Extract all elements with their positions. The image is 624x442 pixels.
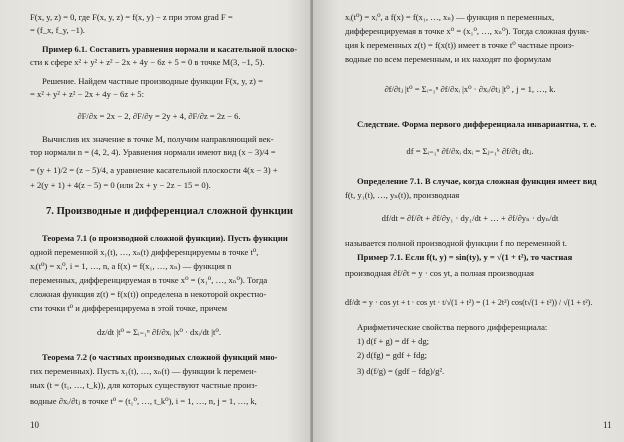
text-line: = (y + 1)/2 = (z − 5)/4, а уравнение касательной плоскости 4(x − 3) + bbox=[30, 165, 278, 175]
text-line: сти к сфере x² + y² + z² − 2x + 4y − 6z + 5 = 0 в точке M(3, −1, 5). bbox=[30, 57, 265, 67]
text-line: тор нормали n = (4, 2, 4). Уравнения нормали имеют вид (x − 3)/4 = bbox=[30, 147, 276, 157]
solution-line: Решение. Найдем частные производные функции F(x, y, z) = bbox=[42, 76, 263, 86]
text-line: + 2(y + 1) + 4(z − 5) = 0 (или 2x + y − 2z − 15 = 0). bbox=[30, 180, 211, 190]
text-line: F(x, y, z) = 0, где F(x, y, z) = f(x, y) − z при этом grad F = bbox=[30, 12, 233, 22]
text-line: = x² + y² + z² − 2x + 4y − 6z + 5: bbox=[30, 89, 144, 99]
differential-formula: df = Σᵢ₌₁ⁿ ∂f/∂xᵢ dxᵢ = Σⱼ₌₁ᵏ ∂f/∂tⱼ dtⱼ. bbox=[406, 146, 534, 156]
partial-derivatives-formula: ∂F/∂x = 2x − 2, ∂F/∂y = 2y + 4, ∂F/∂z = 2z − 6. bbox=[77, 111, 241, 121]
partial-chain-formula: ∂f/∂tⱼ |t⁰ = Σᵢ₌₁ⁿ ∂f/∂xᵢ |x⁰ · ∂xᵢ/∂tⱼ |t⁰ , j = 1, …, k. bbox=[384, 84, 556, 94]
text-line: производная ∂f/∂t = y · cos yt, а полная производная bbox=[345, 268, 534, 278]
example-heading: Пример 7.1. Если f(t, y) = sin(ty), y = √(1 + t²), то частная bbox=[357, 252, 573, 262]
corollary-heading: Следствие. Форма первого дифференциала инвариантна, т. е. bbox=[357, 119, 597, 129]
text-line: дифференцируемая в точке x⁰ = (x₁⁰, …, xₙ⁰). Тогда сложная функ- bbox=[345, 26, 589, 36]
section-heading: 7. Производные и дифференциал сложной функции bbox=[46, 206, 293, 217]
page-number: 11 bbox=[603, 420, 612, 430]
text-line: водные по всем переменным, и их находят по формулам bbox=[345, 54, 552, 64]
text-line: переменных, дифференцируемая в точке x⁰ = (x₁⁰, …, xₙ⁰). Тогда bbox=[30, 275, 268, 285]
text-line: Вычислив их значение в точке M, получим направляющий век- bbox=[42, 134, 274, 144]
example-heading: Пример 6.1. Составить уравнения нормали и касательной плоско- bbox=[42, 44, 298, 54]
example-formula: df/dt = y · cos yt + t · cos yt · t/√(1 + t²) = (1 + 2t²) cos(t√(1 + t²)) / √(1 + t²). bbox=[345, 298, 593, 307]
text-line: ных (t = (t₁, …, t_k)), для которых существуют частные произ- bbox=[30, 380, 258, 390]
text-line: Арифметические свойства первого дифференциала: bbox=[357, 322, 548, 332]
total-derivative-formula: df/dt = ∂f/∂t + ∂f/∂y₁ · dy₁/dt + … + ∂f/∂yₙ · dyₙ/dt bbox=[381, 213, 559, 223]
text-line: сложная функция z(t) = f(x(t)) определена в некоторой окрестно- bbox=[30, 289, 267, 299]
theorem-heading: Теорема 7.1 (о производной сложной функции). Пусть функции bbox=[42, 233, 288, 243]
property-item: 2) d(fg) = gdf + fdg; bbox=[357, 350, 428, 360]
text-line: xᵢ(t⁰) = xᵢ⁰, а f(x) = f(x₁, …, xₙ) — функция n переменных, bbox=[345, 12, 555, 22]
text-line: f(t, y₁(t), …, yₙ(t)), производная bbox=[345, 190, 460, 200]
text-line: ция k переменных z(t) = f(x(t)) имеет в точке t⁰ частные произ- bbox=[345, 40, 574, 50]
chain-rule-formula: dz/dt |t⁰ = Σᵢ₌₁ⁿ ∂f/∂xᵢ |x⁰ · dxᵢ/dt |t⁰. bbox=[97, 327, 221, 337]
theorem-heading: Теорема 7.2 (о частных производных сложной функций мно- bbox=[42, 352, 278, 362]
text-line: xᵢ(t⁰) = xᵢ⁰, i = 1, …, n, а f(x) = f(x₁, …, xₙ) — функция n bbox=[30, 261, 232, 271]
right-page bbox=[313, 0, 624, 442]
definition-heading: Определение 7.1. В случае, когда сложная функция имеет вид bbox=[357, 176, 597, 186]
text-line: одной переменной x₁(t), …, xₙ(t) дифференцируемы в точке t⁰, bbox=[30, 247, 259, 257]
property-item: 1) d(f + g) = df + dg; bbox=[357, 336, 430, 346]
left-page bbox=[0, 0, 311, 442]
text-line: называется полной производной функции f по переменной t. bbox=[345, 238, 567, 248]
property-item: 3) d(f/g) = (gdf − fdg)/g². bbox=[357, 366, 445, 376]
page-number: 10 bbox=[30, 420, 39, 430]
text-line: = (f_x, f_y, −1). bbox=[30, 25, 85, 35]
text-line: гих переменных). Пусть x₁(t), …, xₙ(t) — функции k перемен- bbox=[30, 366, 257, 376]
text-line: сти точки t⁰ и дифференцируема в этой точке, причем bbox=[30, 303, 228, 313]
text-line: водные ∂xᵢ/∂tⱼ в точке t⁰ = (t₁⁰, …, t_k⁰), i = 1, …, n, j = 1, …, k, bbox=[30, 396, 257, 406]
